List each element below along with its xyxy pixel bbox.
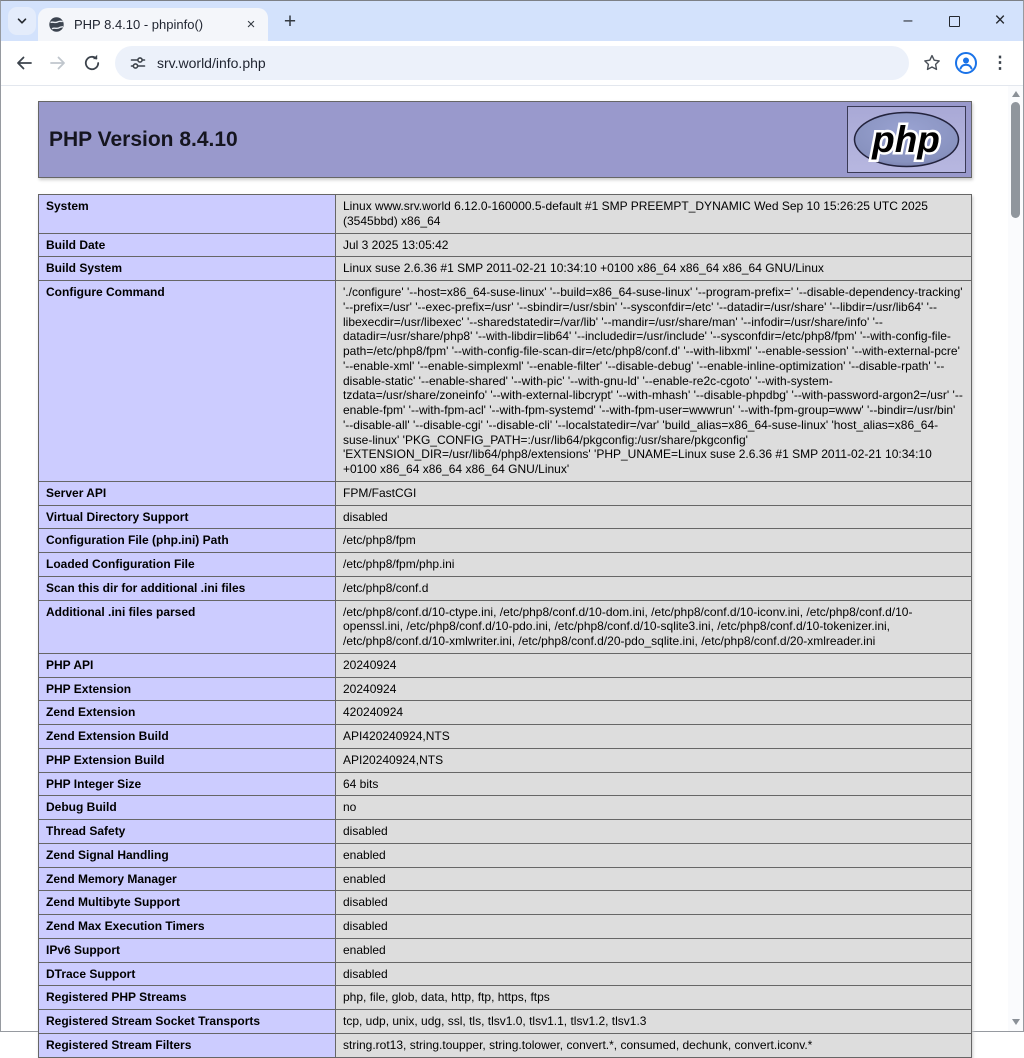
row-value: API420240924,NTS [336,725,972,749]
row-value: disabled [336,820,972,844]
bookmark-button[interactable] [915,46,949,80]
row-label: Server API [39,481,336,505]
table-row [39,576,972,600]
reload-button[interactable] [75,46,109,80]
row-value: Linux www.srv.world 6.12.0-160000.5-default #1 SMP PREEMPT_DYNAMIC Wed Sep 10 15:26:25 UTC 2025 (3545bbd) x86_64 [336,195,972,234]
row-value: /etc/php8/conf.d/10-ctype.ini, /etc/php8/conf.d/10-dom.ini, /etc/php8/conf.d/10-iconv.ini, /etc/php8/conf.d/10-openssl.ini, /etc/php8/conf.d/10-pdo.ini, /etc/php8/conf.d/10-sqlite3.ini, /etc/php8/conf.d/10-tokenizer.ini, /etc/php8/conf.d/10-xmlwriter.ini, /etc/php8/conf.d/20-pdo_sqlite.ini, /etc/php8/conf.d/20-xmlreader.ini [336,600,972,653]
forward-arrow-icon [48,53,68,73]
row-value: enabled [336,938,972,962]
row-value: API20240924,NTS [336,748,972,772]
row-value: 64 bits [336,772,972,796]
table-row [39,281,972,482]
row-value: disabled [336,962,972,986]
avatar-icon [954,51,978,75]
web-page [1,86,1023,1052]
minimize-button[interactable]: – [903,12,913,29]
new-tab-button[interactable]: + [283,9,297,33]
table-row [39,600,972,653]
row-label: Scan this dir for additional .ini files [39,576,336,600]
table-row [39,529,972,553]
back-button[interactable] [7,46,41,80]
table-row [39,653,972,677]
row-label: Configure Command [39,281,336,482]
table-row [39,891,972,915]
row-label: PHP Extension Build [39,748,336,772]
row-value: enabled [336,843,972,867]
star-icon [922,53,942,73]
site-settings-icon [129,54,147,72]
row-label: Additional .ini files parsed [39,600,336,653]
row-value: 20240924 [336,677,972,701]
row-label: DTrace Support [39,962,336,986]
row-value: /etc/php8/conf.d [336,576,972,600]
table-row [39,843,972,867]
address-bar[interactable] [115,46,909,80]
row-label: PHP Extension [39,677,336,701]
row-label: Configuration File (php.ini) Path [39,529,336,553]
row-label: Zend Max Execution Timers [39,915,336,939]
table-row [39,748,972,772]
phpinfo-table [38,194,972,1058]
vertical-scrollbar[interactable] [1008,86,1023,1031]
row-label: Zend Extension [39,701,336,725]
row-value: Linux suse 2.6.36 #1 SMP 2011-02-21 10:34:10 +0100 x86_64 x86_64 x86_64 GNU/Linux [336,257,972,281]
row-label: PHP Integer Size [39,772,336,796]
browser-toolbar [1,41,1023,86]
row-value: disabled [336,891,972,915]
row-value: disabled [336,505,972,529]
globe-favicon-icon [48,16,65,33]
row-label: Build System [39,257,336,281]
row-label: Zend Signal Handling [39,843,336,867]
table-row [39,701,972,725]
svg-text:php: php [872,119,940,160]
row-value: FPM/FastCGI [336,481,972,505]
phpinfo-header [38,101,972,178]
table-row [39,962,972,986]
profile-button[interactable] [949,46,983,80]
table-row [39,195,972,234]
row-label: Virtual Directory Support [39,505,336,529]
row-value: './configure' '--host=x86_64-suse-linux' '--build=x86_64-suse-linux' '--program-prefix=' '--disable-dependency-tracking' '--prefix=/usr' '--exec-prefix=/usr' '--sbindir=/usr/sbin' '--sysconfdir=/etc' '--datadir=/usr/share' '--libdir=/usr/lib64' '--libexecdir=/usr/libexec' '--sharedstatedir=/var/lib' '--mandir=/usr/share/man' '--infodir=/usr/share/info' '--datadir=/usr/share/php8' '--with-libdir=lib64' '--includedir=/usr/include' '--sysconfdir=/etc/php8/fpm' '--with-config-file-path=/etc/php8/fpm' '--with-config-file-scan-dir=/etc/php8/conf.d' '--with-libxml' '--enable-session' '--with-external-pcre' '--enable-xml' '--enable-simplexml' '--enable-filter' '--disable-debug' '--enable-inline-optimization' '--disable-rpath' '--disable-static' '--enable-shared' '--with-pic' '--with-gnu-ld' '--enable-re2c-cgoto' '--with-system-tzdata=/usr/share/zoneinfo' '--with-external-libcrypt' '--with-mhash' '--disable-phpdbg' '--with-password-argon2=/usr' '--enable-fpm' '--with-fpm-acl' '--with-fpm-systemd' '--with-fpm-user=wwwrun' '--with-fpm-group=www' '--bindir=/usr/bin' '--disable-all' '--disable-cgi' '--disable-cli' '--localstatedir=/var' 'build_alias=x86_64-suse-linux' 'host_alias=x86_64-suse-linux' 'PKG_CONFIG_PATH=:/usr/lib64/pkgconfig:/usr/share/pkgconfig' 'EXTENSION_DIR=/usr/lib64/php8/extensions' 'PHP_UNAME=Linux suse 2.6.36 #1 SMP 2011-02-21 10:34:10 +0100 x86_64 x86_64 x86_64 GNU/Linux' [336,281,972,482]
scroll-up-icon [1012,91,1020,97]
row-label: Registered Stream Filters [39,1033,336,1057]
tab-close-icon[interactable]: × [246,16,256,33]
table-row [39,796,972,820]
browser-tab[interactable] [38,8,268,41]
table-row [39,233,972,257]
row-label: Registered PHP Streams [39,986,336,1010]
scrollbar-thumb[interactable] [1011,102,1020,218]
menu-button[interactable] [983,46,1017,80]
table-row [39,867,972,891]
php-logo[interactable] [847,106,966,173]
chevron-down-icon [16,15,28,27]
row-value: 420240924 [336,701,972,725]
row-value: string.rot13, string.toupper, string.tolower, convert.*, consumed, dechunk, convert.iconv.* [336,1033,972,1057]
table-row [39,1033,972,1057]
row-label: Build Date [39,233,336,257]
table-row [39,553,972,577]
row-label: IPv6 Support [39,938,336,962]
table-row [39,481,972,505]
row-value: enabled [336,867,972,891]
scroll-up-button[interactable] [1008,87,1023,101]
maximize-button[interactable] [931,1,977,41]
table-row [39,915,972,939]
tab-search-button[interactable] [8,7,36,35]
row-value: /etc/php8/fpm [336,529,972,553]
row-value: disabled [336,915,972,939]
row-label: Debug Build [39,796,336,820]
reload-icon [82,53,102,73]
tab-strip [1,1,1023,41]
row-label: Zend Memory Manager [39,867,336,891]
window-close-button[interactable]: × [994,10,1006,31]
url-text[interactable]: srv.world/info.php [157,55,266,71]
row-label: Loaded Configuration File [39,553,336,577]
table-row [39,986,972,1010]
row-value: Jul 3 2025 13:05:42 [336,233,972,257]
scroll-down-button[interactable] [1008,1015,1023,1029]
table-row [39,1010,972,1034]
phpinfo-content [38,86,972,1058]
tab-title: PHP 8.4.10 - phpinfo() [74,17,204,32]
row-label: Zend Extension Build [39,725,336,749]
phpinfo-table-body [39,195,972,1058]
row-label: Thread Safety [39,820,336,844]
row-value: tcp, udp, unix, udg, ssl, tls, tlsv1.0, tlsv1.1, tlsv1.2, tlsv1.3 [336,1010,972,1034]
table-row [39,772,972,796]
row-value: /etc/php8/fpm/php.ini [336,553,972,577]
row-value: php, file, glob, data, http, ftp, https, ftps [336,986,972,1010]
table-row [39,257,972,281]
page-title: PHP Version 8.4.10 [49,127,238,151]
kebab-menu-icon: ⋮ [991,53,1009,72]
table-row [39,820,972,844]
forward-button[interactable] [41,46,75,80]
table-row [39,677,972,701]
row-label: Registered Stream Socket Transports [39,1010,336,1034]
window-controls [885,1,1023,41]
scroll-down-icon [1012,1019,1020,1025]
row-value: no [336,796,972,820]
back-arrow-icon [14,53,34,73]
row-label: System [39,195,336,234]
row-value: 20240924 [336,653,972,677]
row-label: PHP API [39,653,336,677]
table-row [39,938,972,962]
table-row [39,725,972,749]
maximize-icon [949,16,960,27]
row-label: Zend Multibyte Support [39,891,336,915]
table-row [39,505,972,529]
